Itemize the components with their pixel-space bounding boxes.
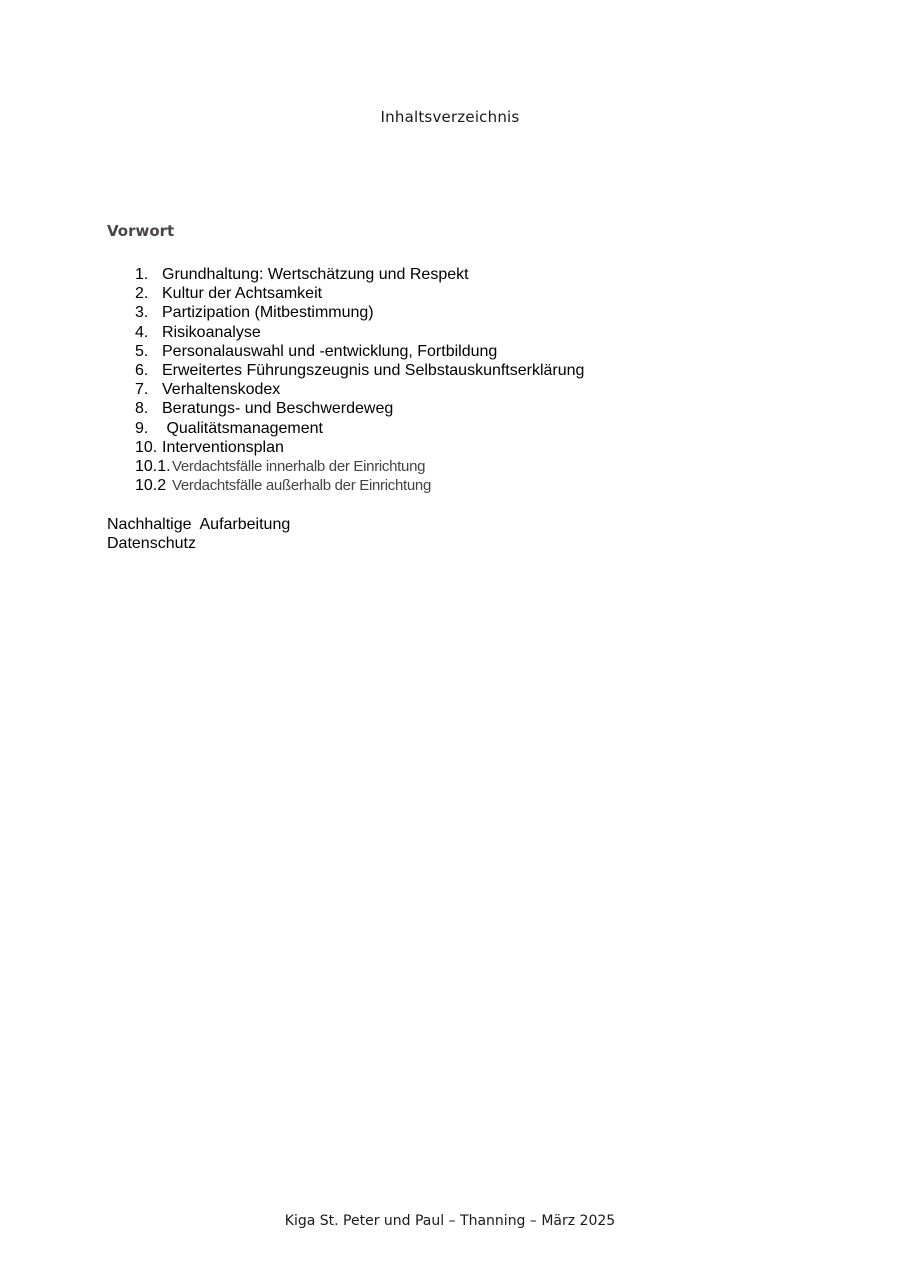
page-title: Inhaltsverzeichnis	[380, 108, 520, 126]
toc-subitem	[135, 476, 584, 495]
toc-item-number: 3.	[135, 304, 149, 322]
toc-item-text: Risikoanalyse	[162, 323, 261, 341]
toc-item	[135, 419, 584, 438]
toc-item-number: 10.1.	[135, 458, 171, 476]
toc-item	[135, 380, 584, 399]
toc-item-text: Verhaltenskodex	[162, 381, 281, 399]
toc-item-number: 8.	[135, 400, 149, 418]
toc-subitem	[135, 457, 584, 476]
appendix-entry: Nachhaltige Aufarbeitung	[107, 516, 291, 533]
toc-item-text: Beratungs- und Beschwerdeweg	[162, 400, 394, 418]
toc-item-number: 10.	[135, 438, 158, 456]
toc-item-text: Erweitertes Führungszeugnis und Selbstauskunftserklärung	[162, 362, 585, 380]
table-of-contents	[135, 265, 584, 495]
toc-item	[135, 284, 584, 303]
toc-item-text: Verdachtsfälle außerhalb der Einrichtung	[172, 477, 431, 495]
toc-item-number: 1.	[135, 266, 149, 283]
toc-item-number: 7.	[135, 381, 149, 399]
toc-item	[135, 265, 584, 284]
toc-item-number: 9.	[135, 419, 149, 437]
toc-item-number: 10.2	[135, 477, 167, 495]
toc-item-text: Grundhaltung: Wertschätzung und Respekt	[162, 266, 469, 283]
preface-heading: Vorwort	[107, 222, 175, 240]
toc-item-text: Qualitätsmanagement	[162, 419, 323, 437]
toc-item	[135, 399, 584, 418]
toc-item-text: Partizipation (Mitbestimmung)	[162, 304, 374, 322]
toc-item-number: 6.	[135, 362, 149, 380]
toc-item-number: 2.	[135, 285, 149, 303]
toc-item-number: 4.	[135, 323, 149, 341]
toc-item	[135, 361, 584, 380]
toc-item-text: Kultur der Achtsamkeit	[162, 285, 323, 303]
toc-item-text: Interventionsplan	[162, 438, 284, 456]
toc-item	[135, 438, 584, 457]
toc-item-number: 5.	[135, 342, 149, 360]
toc-item-text: Personalauswahl und -entwicklung, Fortbildung	[162, 342, 498, 360]
toc-item-text: Verdachtsfälle innerhalb der Einrichtung	[172, 458, 426, 476]
page-footer: Kiga St. Peter und Paul – Thanning – März 2025	[284, 1213, 616, 1229]
toc-item	[135, 303, 584, 322]
toc-item	[135, 323, 584, 342]
appendix-entry: Datenschutz	[107, 535, 196, 553]
appendix-entries	[107, 515, 290, 553]
toc-item	[135, 342, 584, 361]
